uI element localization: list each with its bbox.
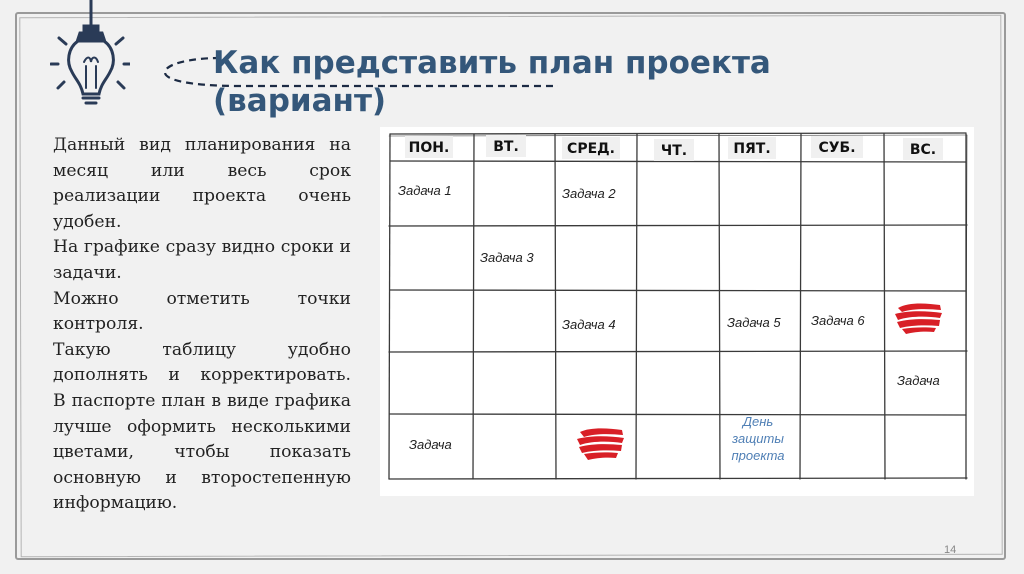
page-title: Как представить план проекта (вариант) [213,45,771,119]
task-4: Задача 4 [562,317,616,332]
description-text [53,133,351,517]
task-5: Задача 5 [727,315,781,330]
description-paragraph: В паспорте план в виде графика лучше оформить несколькими цветами, чтобы показать основную и второстепенную информацию. [53,390,351,514]
red-marker-icon [890,296,946,340]
column-header-fri: ПЯТ. [728,137,776,159]
project-defense-day: День защиты проекта [731,414,785,463]
task-3: Задача 3 [480,250,534,265]
red-marker-icon [572,422,628,466]
column-header-wed: СРЕД. [562,137,620,159]
lightbulb-icon [50,0,130,110]
column-header-sat: СУБ. [811,136,863,158]
task-sunday: Задача [897,373,940,388]
description-paragraph: На графике сразу видно сроки и задачи. [53,237,351,283]
column-header-mon: ПОН. [405,136,453,158]
description-paragraph: Данный вид планирования на месяц или весь срок реализации проекта очень удобен. [53,135,351,232]
description-paragraph: Можно отметить точки контроля. [53,288,351,335]
schedule-grid [388,132,968,482]
column-header-sun: ВС. [903,138,943,160]
description-paragraph: Такую таблицу удобно дополнять и корректировать. [53,339,351,386]
task-1: Задача 1 [398,183,452,198]
task-2: Задача 2 [562,186,616,201]
task-6: Задача 6 [811,313,865,328]
page-number: 14 [944,544,957,556]
column-header-thu: ЧТ. [654,139,694,161]
task-monday: Задача [409,437,452,452]
column-header-tue: ВТ. [486,135,526,157]
